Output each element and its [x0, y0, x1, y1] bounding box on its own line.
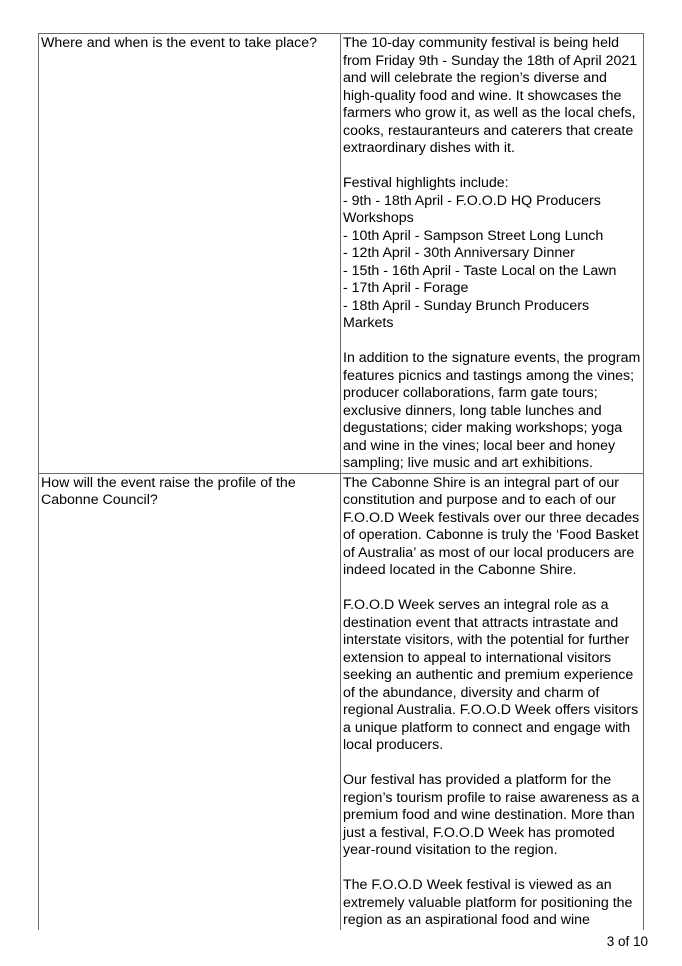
highlight-item: - 15th - 16th April - Taste Local on the Lawn — [343, 262, 617, 279]
answer-paragraph: In addition to the signature events, the program features picnics and tastings among the vines; producer collaborations, farm gate tours; exclusive dinners, long table lunches and degustations; cider making workshops; yoga and wine in the vines; local beer and honey sampling; live music and art exhibitions. — [343, 350, 641, 471]
highlight-item: - 18th April - Sunday Brunch Producers Markets — [343, 297, 590, 331]
question-cell — [39, 34, 341, 474]
question-text: How will the event raise the profile of the Cabonne Council? — [41, 474, 296, 508]
highlights-list — [343, 175, 641, 333]
answer-paragraph: The Cabonne Shire is an integral part of our constitution and purpose and to each of our F.O.O.D Week festivals over our three decades of operation. Cabonne is truly the ‘Food Basket of Australia’ as most of our local producers are indeed located in the Cabonne Shire. — [343, 474, 640, 578]
highlight-item: - 17th April - Forage — [343, 280, 469, 296]
question-text: Where and when is the event to take place? — [41, 35, 318, 51]
answer-paragraph: The 10-day community festival is being held from Friday 9th - Sunday the 18th of April 2021 and will celebrate the region’s diverse and high-quality food and wine. It showcases the farmers who grow it, as well as the local chefs, cooks, restauranteurs and caterers that create extraordinary dishes with it. — [343, 35, 638, 156]
answer-paragraph: F.O.O.D Week serves an integral role as a destination event that attracts intrastate and interstate visitors, with the potential for further extension to appeal to international visitors seeking an authentic and premium experience of the abundance, diversity and charm of regional Australia. F.O.O.D Week offers visitors a unique platform to connect and engage with local producers. — [343, 597, 639, 753]
answer-paragraph: Our festival has provided a platform for the region’s tourism profile to raise awareness as a premium food and wine destination. More than just a festival, F.O.O.D Week has promoted year-round visitation to the region. — [343, 772, 640, 858]
application-form-table — [38, 33, 644, 930]
page-number: 3 of 10 — [606, 934, 648, 949]
answer-cell — [341, 473, 644, 930]
highlights-heading: Festival highlights include: — [343, 175, 509, 191]
highlight-item: - 9th - 18th April - F.O.O.D HQ Producers Workshops — [343, 192, 601, 226]
highlight-item: - 12th April - 30th Anniversary Dinner — [343, 245, 575, 261]
table-row-event-location — [39, 34, 644, 474]
question-cell — [39, 473, 341, 930]
highlight-item: - 10th April - Sampson Street Long Lunch — [343, 227, 604, 244]
answer-paragraph: The F.O.O.D Week festival is viewed as an extremely valuable platform for positioning the region as an aspirational food and wine — [343, 877, 633, 928]
answer-cell — [341, 34, 644, 474]
table-row-council-profile — [39, 473, 644, 930]
